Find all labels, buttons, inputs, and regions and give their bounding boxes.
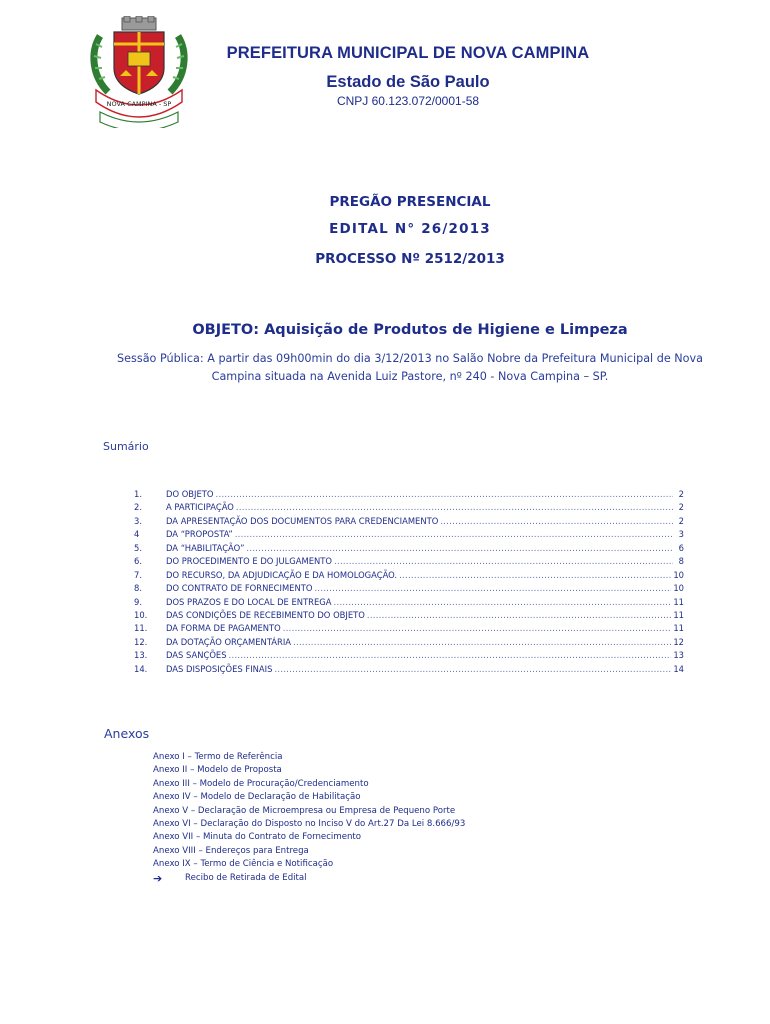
anexo-item: Anexo VII – Minuta do Contrato de Fornecimento bbox=[153, 832, 362, 843]
toc-entry-number: 9. bbox=[134, 596, 142, 607]
anexo-item: Anexo II – Modelo de Proposta bbox=[153, 765, 282, 776]
toc-entry-label[interactable]: DA APRESENTAÇÃO DOS DOCUMENTOS PARA CREDENCIAMENTO bbox=[166, 515, 439, 526]
anexo-item: Anexo III – Modelo de Procuração/Credenciamento bbox=[153, 778, 369, 789]
toc-entry-page: 2 bbox=[678, 515, 684, 526]
anexos-list bbox=[153, 751, 465, 885]
toc-entry-label[interactable]: DA “PROPOSTA” bbox=[166, 529, 233, 540]
toc-entry[interactable] bbox=[134, 516, 684, 529]
toc-entry[interactable] bbox=[134, 556, 684, 569]
toc-entry-page: 10 bbox=[673, 569, 684, 580]
toc-dot-leader bbox=[274, 664, 671, 674]
arrow-right-icon: ➔ bbox=[153, 871, 163, 885]
toc-entry[interactable] bbox=[134, 543, 684, 556]
toc-dot-leader bbox=[235, 529, 673, 539]
toc-entry-number: 6. bbox=[134, 556, 142, 567]
toc-entry-page: 2 bbox=[678, 502, 684, 513]
coat-of-arms-logo bbox=[86, 16, 192, 128]
toc-entry[interactable] bbox=[134, 650, 684, 663]
toc-entry-page: 2 bbox=[678, 489, 684, 499]
toc-entry-label[interactable]: DO OBJETO bbox=[166, 489, 214, 499]
toc-entry-label[interactable]: DO CONTRATO DE FORNECIMENTO bbox=[166, 583, 313, 594]
toc-entry[interactable] bbox=[134, 489, 684, 502]
toc-entry-number: 11. bbox=[134, 623, 148, 634]
toc-entry-page: 3 bbox=[678, 529, 684, 540]
toc-entry-label[interactable]: A PARTICIPAÇÃO bbox=[166, 502, 234, 513]
toc-entry[interactable] bbox=[134, 529, 684, 542]
toc-entry[interactable] bbox=[134, 610, 684, 623]
toc-entry[interactable] bbox=[134, 637, 684, 650]
state-subtitle: Estado de São Paulo bbox=[326, 73, 490, 91]
anexo-item: Anexo I – Termo de Referência bbox=[153, 752, 283, 762]
toc-dot-leader bbox=[283, 623, 672, 633]
toc-entry-label[interactable]: DA “HABILITAÇÃO” bbox=[166, 542, 245, 553]
toc-entry-label[interactable]: DAS SANÇÕES bbox=[166, 650, 227, 661]
toc-dot-leader bbox=[216, 489, 673, 499]
toc-dot-leader bbox=[399, 570, 671, 580]
anexo-item: Anexo IX – Termo de Ciência e Notificação bbox=[153, 859, 334, 870]
cnpj-text: CNPJ 60.123.072/0001-58 bbox=[336, 94, 480, 108]
processo-title: PROCESSO Nº 2512/2013 bbox=[315, 251, 505, 267]
toc-entry-number: 2. bbox=[134, 502, 142, 513]
toc-entry[interactable] bbox=[134, 570, 684, 583]
toc-entry-label[interactable]: DAS DISPOSIÇÕES FINAIS bbox=[166, 663, 273, 674]
toc-entry-number: 5. bbox=[134, 542, 142, 553]
toc-dot-leader bbox=[246, 543, 673, 553]
toc-dot-leader bbox=[314, 583, 671, 593]
toc-entry-label[interactable]: DO RECURSO, DA ADJUDICAÇÃO E DA HOMOLOGAÇÃO. bbox=[166, 569, 398, 580]
pregao-title: PREGÃO PRESENCIAL bbox=[329, 194, 491, 210]
toc-entry-number: 1. bbox=[134, 489, 142, 499]
edital-title: EDITAL N° 26/2013 bbox=[329, 221, 491, 237]
toc-dot-leader bbox=[334, 556, 673, 566]
toc-entry-page: 11 bbox=[673, 623, 684, 634]
municipality-title: PREFEITURA MUNICIPAL DE NOVA CAMPINA bbox=[226, 44, 590, 62]
toc-entry-page: 11 bbox=[673, 596, 684, 607]
toc-entry-label[interactable]: DAS CONDIÇÕES DE RECEBIMENTO DO OBJETO bbox=[166, 609, 365, 620]
toc-entry-label[interactable]: DA DOTAÇÃO ORÇAMENTÁRIA bbox=[166, 636, 292, 647]
toc-entry[interactable] bbox=[134, 583, 684, 596]
toc-entry-number: 8. bbox=[134, 583, 142, 594]
sumario-heading: Sumário bbox=[103, 440, 149, 453]
sessao-publica-text: Sessão Pública: A partir das 09h00min do dia 3/12/2013 no Salão Nobre da Prefeitura Municipal de Nova Campina situada na Avenida Luiz Pastore, nº 240 - Nova Campina – SP. bbox=[117, 352, 703, 383]
toc-entry-number: 12. bbox=[134, 636, 148, 647]
toc-entry-page: 8 bbox=[678, 556, 684, 567]
toc-entry[interactable] bbox=[134, 664, 684, 677]
toc-entry[interactable] bbox=[134, 623, 684, 636]
toc-dot-leader bbox=[236, 502, 673, 512]
toc-dot-leader bbox=[229, 650, 672, 660]
objeto-heading: OBJETO: Aquisição de Produtos de Higiene e Limpeza bbox=[192, 322, 628, 338]
toc-entry[interactable] bbox=[134, 597, 684, 610]
anexos-heading: Anexos bbox=[104, 726, 150, 741]
toc-entry[interactable] bbox=[134, 502, 684, 515]
toc-entry-page: 11 bbox=[673, 609, 684, 620]
toc-entry-page: 12 bbox=[673, 636, 684, 647]
anexo-item: Anexo IV – Modelo de Declaração de Habilitação bbox=[153, 792, 361, 803]
anexo-item: Anexo VI – Declaração do Disposto no Inciso V do Art.27 Da Lei 8.666/93 bbox=[153, 818, 466, 829]
toc-dot-leader bbox=[440, 516, 673, 526]
recibo-label: Recibo de Retirada de Edital bbox=[185, 872, 307, 883]
toc-entry-number: 3. bbox=[134, 515, 142, 526]
toc-entry-page: 14 bbox=[673, 663, 684, 674]
toc-entry-label[interactable]: DO PROCEDIMENTO E DO JULGAMENTO bbox=[166, 556, 333, 567]
toc-entry-number: 13. bbox=[134, 650, 148, 661]
toc-entry-number: 4 bbox=[134, 529, 140, 540]
anexo-item: Anexo VIII – Endereços para Entrega bbox=[153, 845, 309, 856]
toc-entry-page: 10 bbox=[673, 583, 684, 594]
anexo-item: Anexo V – Declaração de Microempresa ou Empresa de Pequeno Porte bbox=[153, 805, 456, 816]
toc-entry-number: 7. bbox=[134, 569, 142, 580]
recibo-item bbox=[153, 872, 465, 885]
toc-entry-label[interactable]: DOS PRAZOS E DO LOCAL DE ENTREGA bbox=[166, 596, 332, 607]
toc-entry-page: 13 bbox=[673, 650, 684, 661]
toc-dot-leader bbox=[334, 597, 672, 607]
crest-banner-text: NOVA CAMPINA - SP bbox=[106, 100, 172, 108]
toc-entry-page: 6 bbox=[678, 542, 684, 553]
toc-entry-number: 14. bbox=[134, 663, 148, 674]
table-of-contents bbox=[134, 489, 684, 677]
toc-dot-leader bbox=[367, 610, 671, 620]
toc-entry-label[interactable]: DA FORMA DE PAGAMENTO bbox=[166, 623, 281, 634]
toc-entry-number: 10. bbox=[134, 609, 148, 620]
toc-dot-leader bbox=[293, 637, 671, 647]
